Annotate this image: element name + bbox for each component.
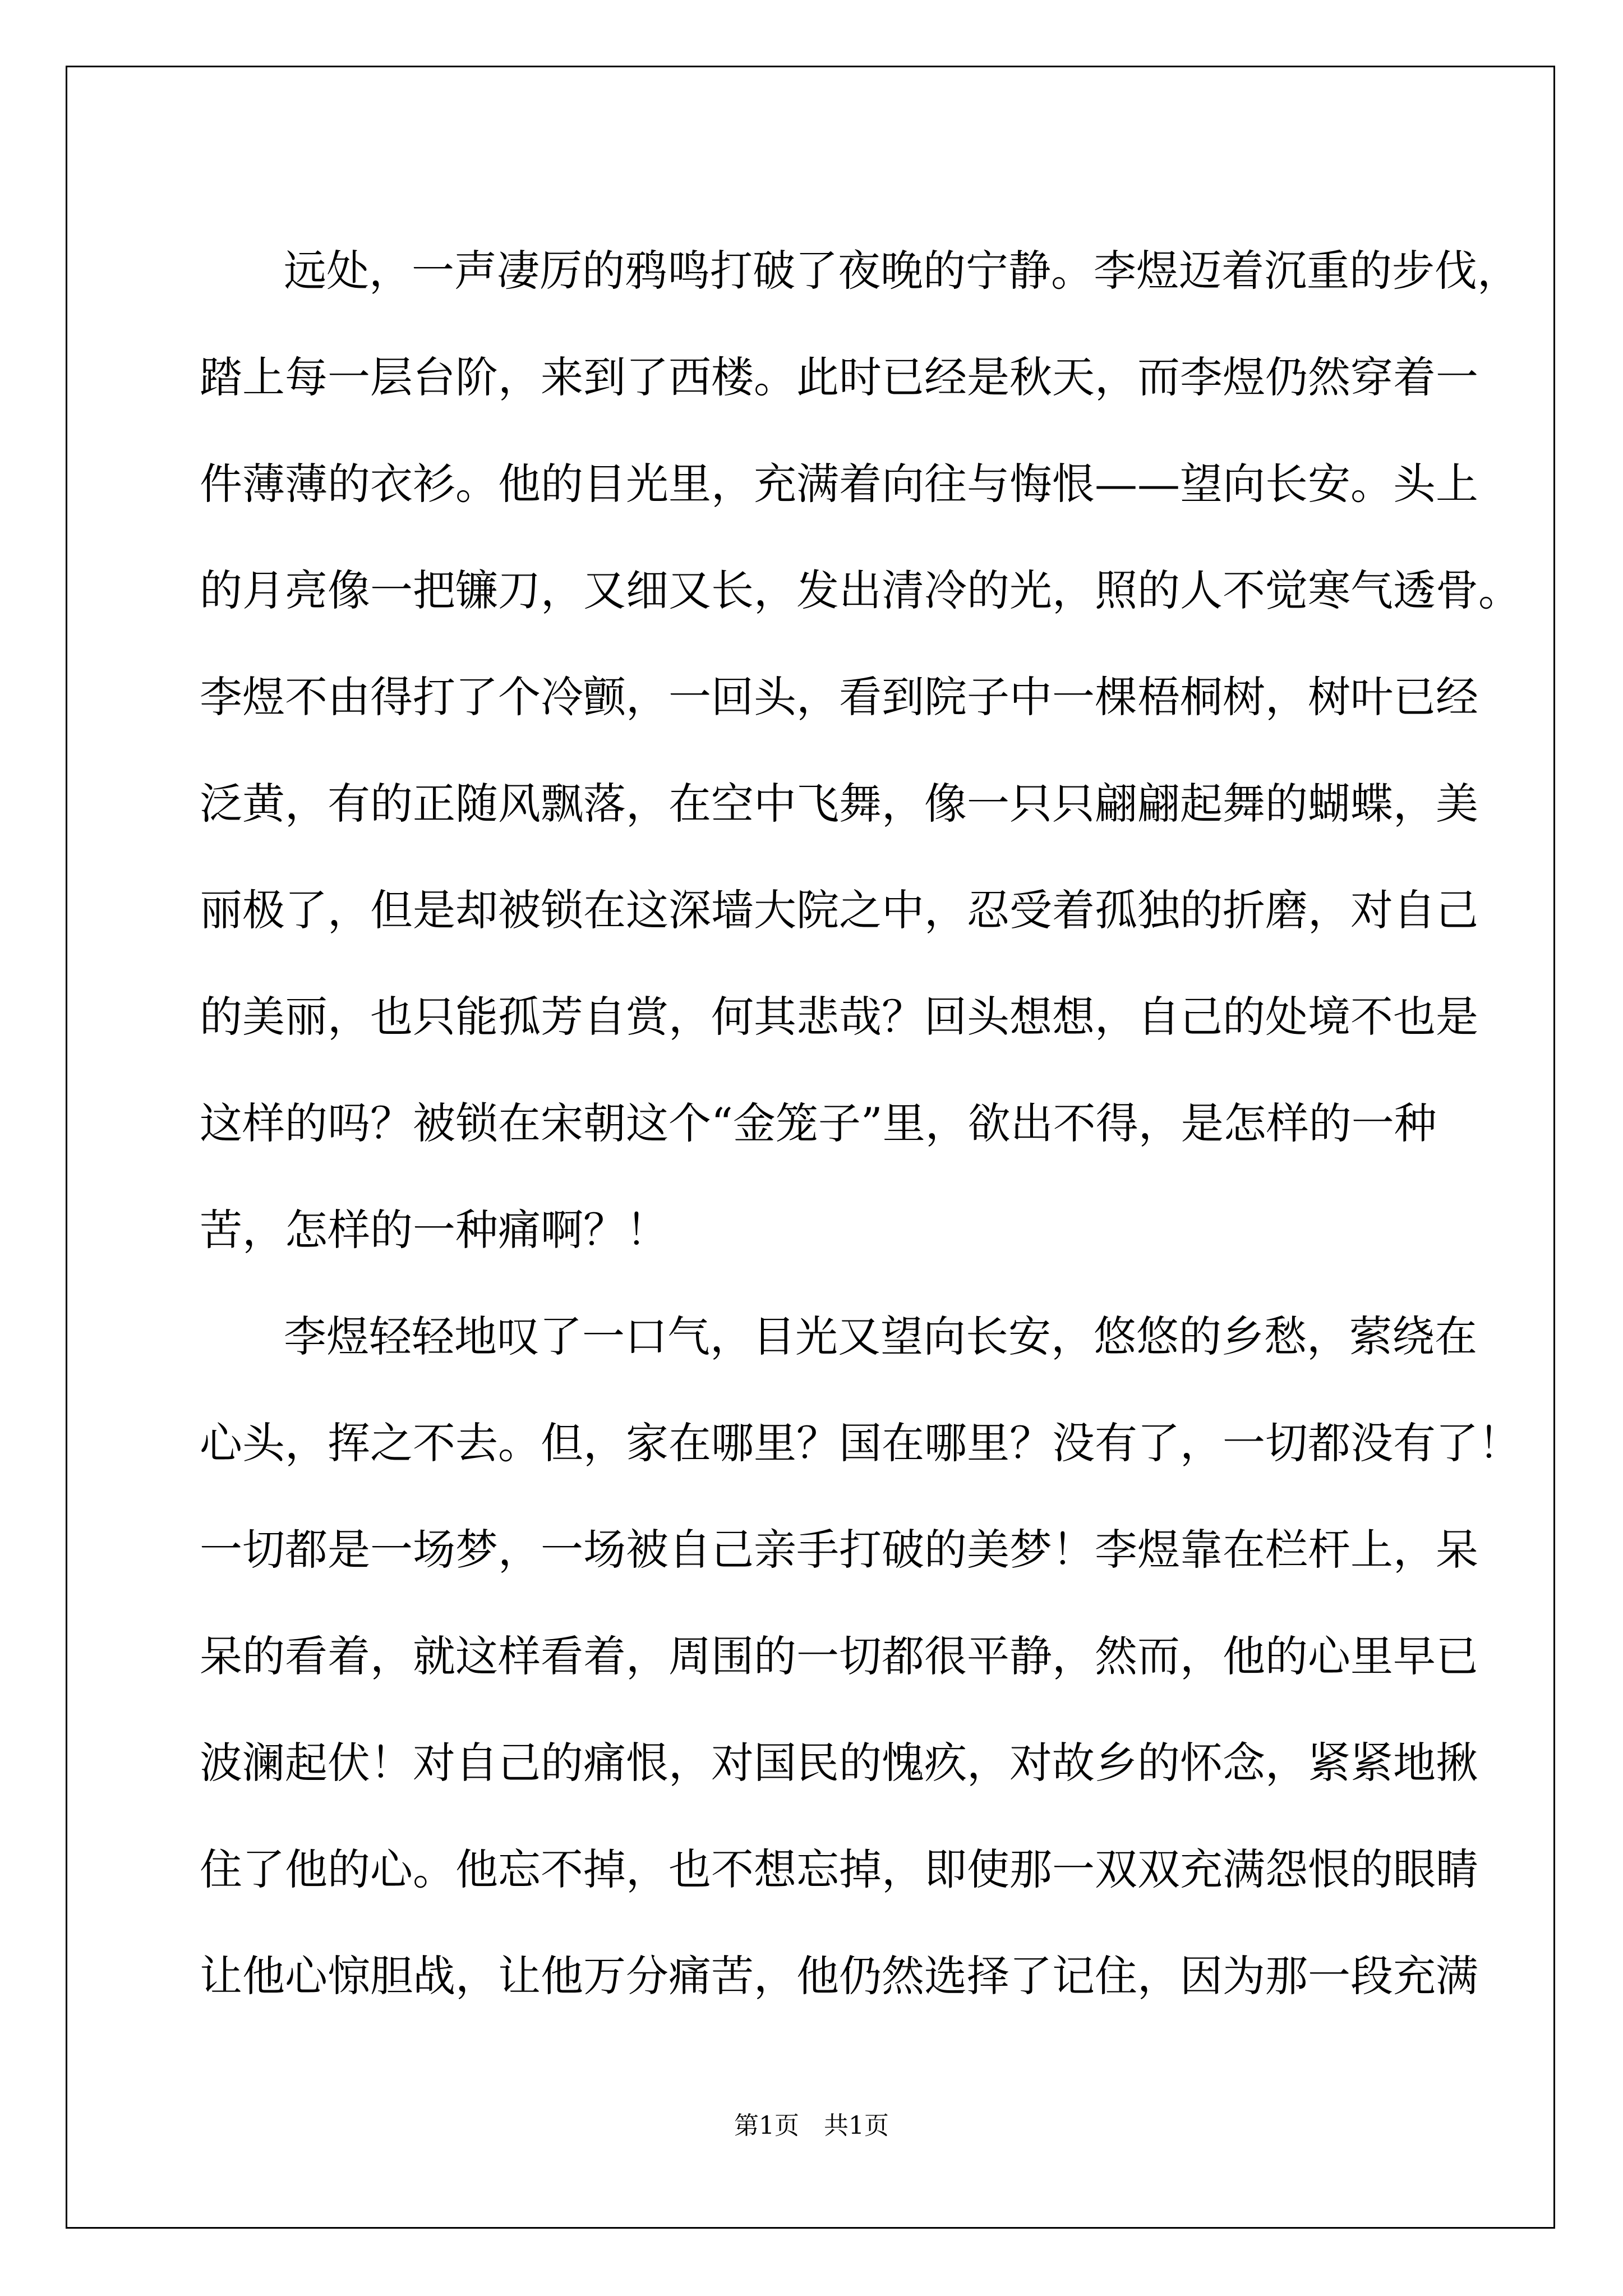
paragraph-2-line-3: 一切都是一场梦，一场被自己亲手打破的美梦！李煜靠在栏杆上，呆: [200, 1525, 1478, 1575]
paragraph-2-line-6: 住了他的心。他忘不掉，也不想忘掉，即使那一双双充满怨恨的眼睛: [200, 1844, 1478, 1894]
paragraph-1-line-9: 这样的吗？被锁在宋朝这个“金笼子”里，欲出不得，是怎样的一种: [200, 1098, 1437, 1148]
paragraph-1-line-8: 的美丽，也只能孤芳自赏，何其悲哉？回头想想，自己的处境不也是: [200, 992, 1478, 1042]
paragraph-2-line-1: 李煜轻轻地叹了一口气，目光又望向长安，悠悠的乡愁，萦绕在: [284, 1312, 1477, 1361]
paragraph-1-line-1: 远处，一声凄厉的鸦鸣打破了夜晚的宁静。李煜迈着沉重的步伐，: [284, 246, 1520, 296]
page-footer: 第1页 共1页: [734, 2111, 889, 2140]
paragraph-1-line-7: 丽极了，但是却被锁在这深墙大院之中，忍受着孤独的折磨，对自己: [200, 885, 1478, 935]
paragraph-1-line-3: 件薄薄的衣衫。他的目光里，充满着向往与悔恨——望向长安。头上: [200, 459, 1478, 509]
paragraph-1-line-2: 踏上每一层台阶，来到了西楼。此时已经是秋天，而李煜仍然穿着一: [200, 352, 1478, 402]
paragraph-1-line-10: 苦，怎样的一种痛啊？！: [200, 1205, 668, 1255]
paragraph-1-line-5: 李煜不由得打了个冷颤，一回头，看到院子中一棵梧桐树，树叶已经: [200, 672, 1478, 722]
paragraph-1-line-6: 泛黄，有的正随风飘落，在空中飞舞，像一只只翩翩起舞的蝴蝶，美: [200, 779, 1478, 829]
document-body: [200, 218, 1521, 2030]
paragraph-2-line-7: 让他心惊胆战，让他万分痛苦，他仍然选择了记住，因为那一段充满: [200, 1951, 1478, 2001]
paragraph-1-line-4: 的月亮像一把镰刀，又细又长，发出清冷的光，照的人不觉寒气透骨。: [200, 565, 1521, 615]
paragraph-2-line-4: 呆的看着，就这样看着，周围的一切都很平静，然而，他的心里早已: [200, 1631, 1478, 1681]
paragraph-2-line-2: 心头，挥之不去。但，家在哪里？国在哪里？没有了，一切都没有了！: [200, 1418, 1521, 1468]
paragraph-2-line-5: 波澜起伏！对自己的痛恨，对国民的愧疚，对故乡的怀念，紧紧地揪: [200, 1738, 1478, 1788]
